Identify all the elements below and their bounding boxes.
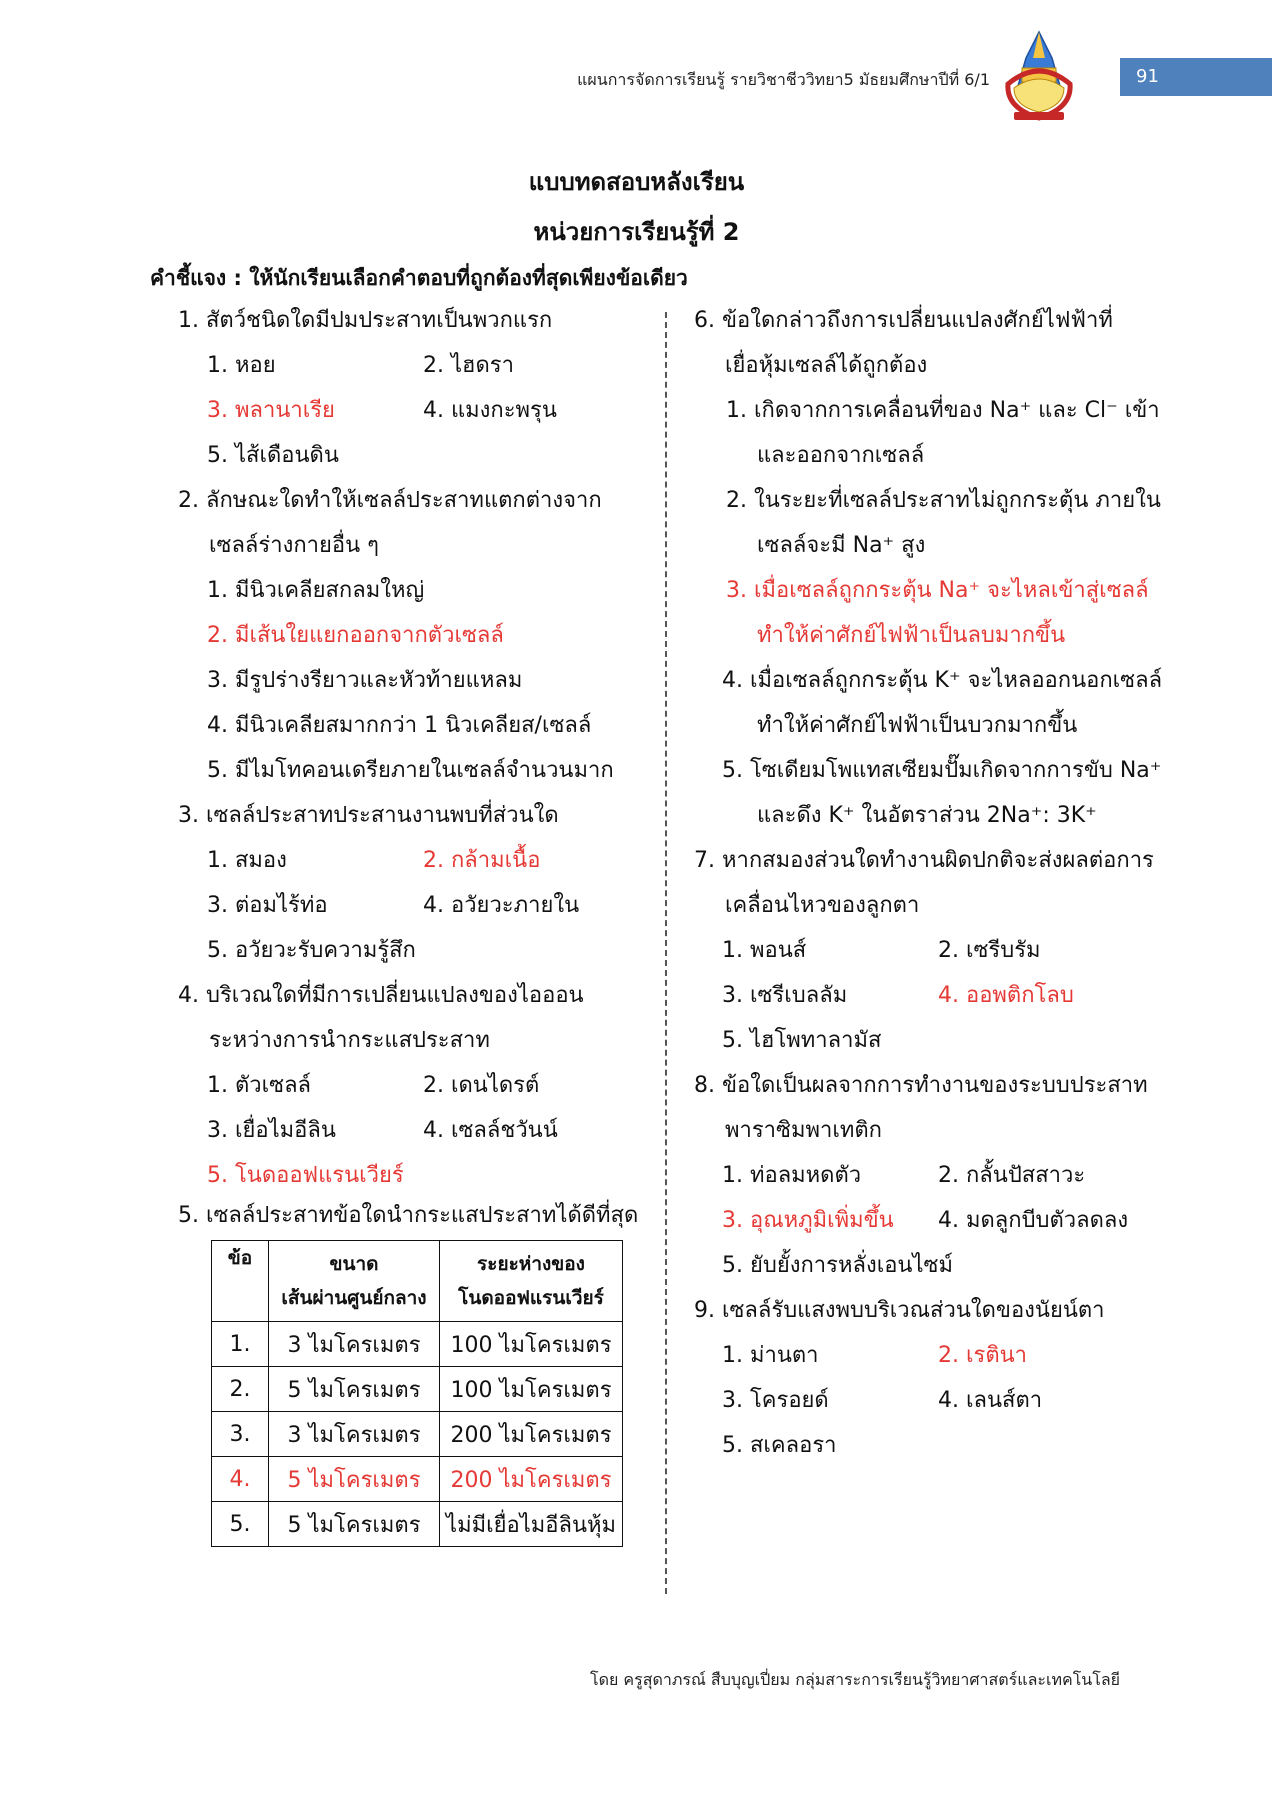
- q2-choice-2-answer: 2. มีเส้นใยแยกออกจากตัวเซลล์: [207, 623, 504, 648]
- q2-choice-4: 4. มีนิวเคลียสมากกว่า 1 นิวเคลียส/เซลล์: [207, 713, 592, 738]
- q6-choice-4-cont: ทำให้ค่าศักย์ไฟฟ้าเป็นบวกมากขึ้น: [757, 713, 1078, 738]
- q4-choice-4: 4. เซลล์ชวันน์: [423, 1118, 558, 1143]
- q7-choice-1: 1. พอนส์: [722, 938, 807, 963]
- question-2-cont: เซลล์ร่างกายอื่น ๆ: [209, 533, 379, 558]
- q8-choice-1: 1. ท่อลมหดตัว: [722, 1163, 862, 1188]
- q4-choice-1: 1. ตัวเซลล์: [207, 1073, 312, 1098]
- table-cell-distance: ไม่มีเยื่อไมอีลินหุ้ม: [440, 1502, 623, 1547]
- table-cell-no: 5.: [212, 1502, 269, 1547]
- question-5-table: [211, 1240, 623, 1547]
- footer-credit: โดย ครูสุดาภรณ์ สืบบุญเปี่ยม กลุ่มสาระการเรียนรู้วิทยาศาสตร์และเทคโนโลยี: [589, 1670, 1120, 1689]
- q6-choice-3-answer-cont: ทำให้ค่าศักย์ไฟฟ้าเป็นลบมากขึ้น: [757, 623, 1066, 648]
- question-3: 3. เซลล์ประสาทประสานงานพบที่ส่วนใด: [178, 803, 559, 828]
- table-cell-diameter: 3 ไมโครเมตร: [269, 1322, 440, 1367]
- table-row: [212, 1367, 623, 1412]
- q9-choice-3: 3. โครอยด์: [722, 1388, 829, 1413]
- q6-choice-4: 4. เมื่อเซลล์ถูกกระตุ้น K⁺ จะไหลออกนอกเซลล์: [722, 668, 1163, 693]
- q8-choice-2: 2. กลั้นปัสสาวะ: [938, 1163, 1086, 1188]
- table-cell-no: 3.: [212, 1412, 269, 1457]
- table-cell-diameter: 5 ไมโครเมตร: [269, 1367, 440, 1412]
- q9-choice-5: 5. สเคลอรา: [722, 1433, 837, 1458]
- question-7: 7. หากสมองส่วนใดทำงานผิดปกติจะส่งผลต่อการ: [694, 848, 1154, 873]
- q6-choice-2-cont: เซลล์จะมี Na⁺ สูง: [757, 533, 926, 558]
- q6-choice-2: 2. ในระยะที่เซลล์ประสาทไม่ถูกกระตุ้น ภายใน: [726, 488, 1161, 513]
- question-4-cont: ระหว่างการนำกระแสประสาท: [209, 1028, 490, 1053]
- table-header-diameter: ขนาด เส้นผ่านศูนย์กลาง: [269, 1241, 440, 1322]
- table-cell-distance: 100 ไมโครเมตร: [440, 1322, 623, 1367]
- q9-choice-1: 1. ม่านตา: [722, 1343, 819, 1368]
- question-2: 2. ลักษณะใดทำให้เซลล์ประสาทแตกต่างจาก: [178, 488, 602, 513]
- q4-choice-3: 3. เยื่อไมอีลิน: [207, 1118, 336, 1143]
- page-title: แบบทดสอบหลังเรียน: [528, 168, 745, 196]
- table-cell-no: 2.: [212, 1367, 269, 1412]
- table-row-answer: [212, 1457, 623, 1502]
- instruction: คำชี้แจง : ให้นักเรียนเลือกคำตอบที่ถูกต้องที่สุดเพียงข้อเดียว: [150, 266, 688, 290]
- q8-choice-4: 4. มดลูกบีบตัวลดลง: [938, 1208, 1129, 1233]
- unit-title: หน่วยการเรียนรู้ที่ 2: [533, 218, 740, 246]
- table-header-distance: ระยะห่างของ โนดออฟแรนเวียร์: [440, 1241, 623, 1322]
- q1-choice-3-answer: 3. พลานาเรีย: [207, 398, 335, 423]
- q1-choice-5: 5. ไส้เดือนดิน: [207, 443, 339, 468]
- q7-choice-4-answer: 4. ออพติกโลบ: [938, 983, 1074, 1008]
- q4-choice-2: 2. เดนไดรต์: [423, 1073, 540, 1098]
- q4-choice-5-answer: 5. โนดออฟแรนเวียร์: [207, 1163, 404, 1188]
- table-header-row: [212, 1241, 623, 1322]
- q1-choice-1: 1. หอย: [207, 353, 276, 378]
- question-8: 8. ข้อใดเป็นผลจากการทำงานของระบบประสาท: [694, 1073, 1148, 1098]
- question-9: 9. เซลล์รับแสงพบบริเวณส่วนใดของนัยน์ตา: [694, 1298, 1105, 1323]
- q9-choice-2-answer: 2. เรตินา: [938, 1343, 1027, 1368]
- q2-choice-1: 1. มีนิวเคลียสกลมใหญ่: [207, 578, 425, 603]
- q1-choice-2: 2. ไฮดรา: [423, 353, 514, 378]
- table-row: [212, 1322, 623, 1367]
- question-6: 6. ข้อใดกล่าวถึงการเปลี่ยนแปลงศักย์ไฟฟ้าที่: [694, 308, 1113, 333]
- q6-choice-5-cont: และดึง K⁺ ในอัตราส่วน 2Na⁺: 3K⁺: [757, 803, 1097, 828]
- table-header-no: ข้อ: [212, 1241, 269, 1322]
- q2-choice-5: 5. มีไมโทคอนเดรียภายในเซลล์จำนวนมาก: [207, 758, 614, 783]
- q6-choice-1: 1. เกิดจากการเคลื่อนที่ของ Na⁺ และ Cl⁻ เข้า: [726, 398, 1160, 423]
- table-row: [212, 1502, 623, 1547]
- table-cell-diameter: 5 ไมโครเมตร: [269, 1457, 440, 1502]
- table-cell-distance: 200 ไมโครเมตร: [440, 1457, 623, 1502]
- table-cell-distance: 100 ไมโครเมตร: [440, 1367, 623, 1412]
- question-6-cont: เยื่อหุ้มเซลล์ได้ถูกต้อง: [725, 353, 928, 378]
- page-number: 91: [1120, 58, 1272, 96]
- q1-choice-4: 4. แมงกะพรุน: [423, 398, 557, 423]
- school-logo: [1000, 28, 1078, 124]
- q8-choice-5: 5. ยับยั้งการหลั่งเอนไซม์: [722, 1253, 953, 1278]
- table-cell-no: 4.: [212, 1457, 269, 1502]
- table-cell-no: 1.: [212, 1322, 269, 1367]
- q3-choice-4: 4. อวัยวะภายใน: [423, 893, 580, 918]
- table-cell-distance: 200 ไมโครเมตร: [440, 1412, 623, 1457]
- q3-choice-3: 3. ต่อมไร้ท่อ: [207, 893, 328, 918]
- q3-choice-2-answer: 2. กล้ามเนื้อ: [423, 848, 541, 873]
- q7-choice-5: 5. ไฮโพทาลามัส: [722, 1028, 882, 1053]
- question-7-cont: เคลื่อนไหวของลูกตา: [725, 893, 920, 918]
- q8-choice-3-answer: 3. อุณหภูมิเพิ่มขึ้น: [722, 1208, 894, 1233]
- q9-choice-4: 4. เลนส์ตา: [938, 1388, 1043, 1413]
- q6-choice-3-answer: 3. เมื่อเซลล์ถูกกระตุ้น Na⁺ จะไหลเข้าสู่เซลล์: [726, 578, 1149, 603]
- q6-choice-1-cont: และออกจากเซลล์: [757, 443, 925, 468]
- column-divider: [665, 312, 667, 1594]
- question-8-cont: พาราซิมพาเทติก: [725, 1118, 882, 1143]
- q6-choice-5: 5. โซเดียมโพแทสเซียมปั๊มเกิดจากการขับ Na⁺: [722, 758, 1162, 783]
- table-cell-diameter: 5 ไมโครเมตร: [269, 1502, 440, 1547]
- table-cell-diameter: 3 ไมโครเมตร: [269, 1412, 440, 1457]
- table-row: [212, 1412, 623, 1457]
- question-1: 1. สัตว์ชนิดใดมีปมประสาทเป็นพวกแรก: [178, 308, 553, 333]
- q3-choice-1: 1. สมอง: [207, 848, 287, 873]
- question-4: 4. บริเวณใดที่มีการเปลี่ยนแปลงของไอออน: [178, 983, 584, 1008]
- q7-choice-2: 2. เซรีบรัม: [938, 938, 1041, 963]
- q7-choice-3: 3. เซรีเบลลัม: [722, 983, 848, 1008]
- question-5: 5. เซลล์ประสาทข้อใดนำกระแสประสาทได้ดีที่สุด: [178, 1203, 639, 1228]
- q2-choice-3: 3. มีรูปร่างรียาวและหัวท้ายแหลม: [207, 668, 523, 693]
- header-text: แผนการจัดการเรียนรู้ รายวิชาชีววิทยา5 มัธยมศึกษาปีที่ 6/1: [577, 70, 990, 89]
- q3-choice-5: 5. อวัยวะรับความรู้สึก: [207, 938, 416, 963]
